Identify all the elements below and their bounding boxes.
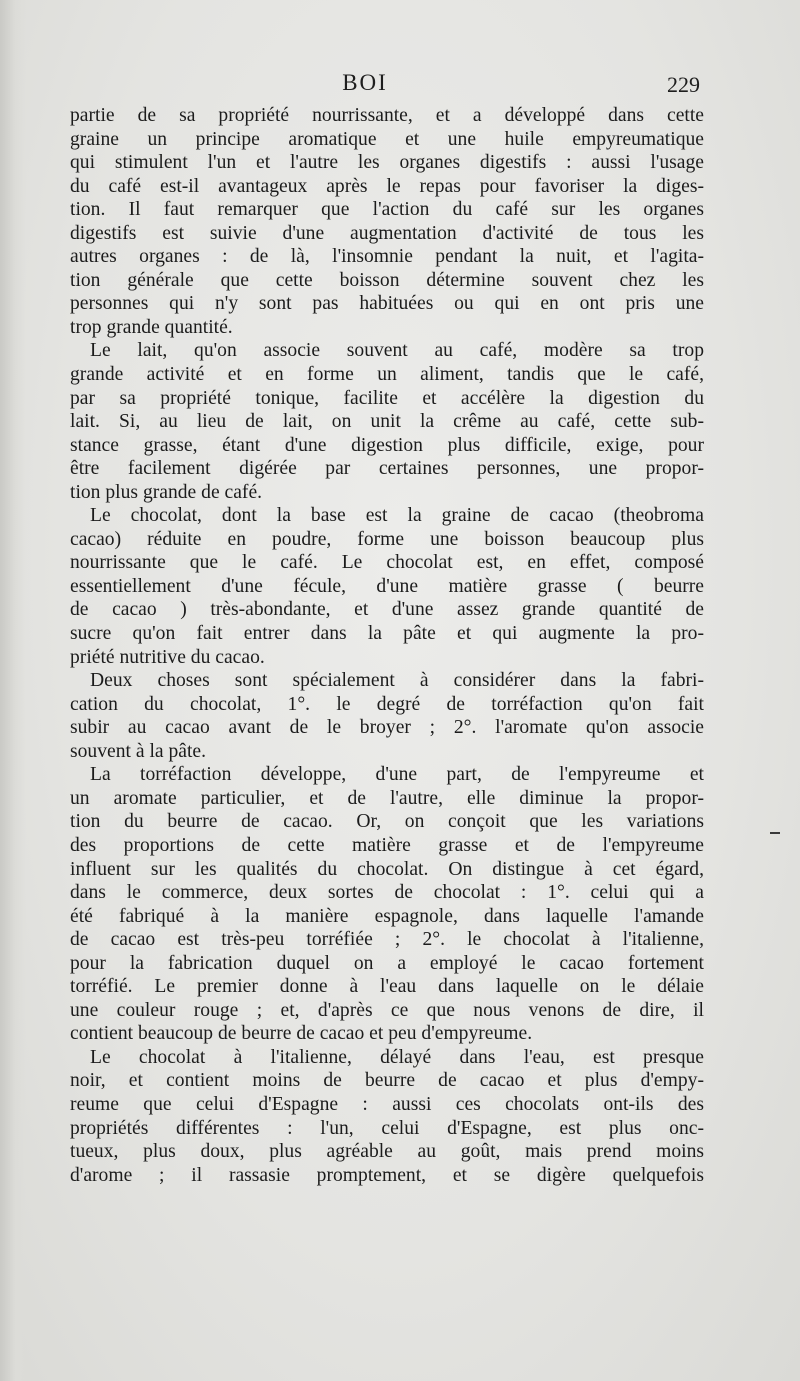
text-line: priété nutritive du cacao. bbox=[70, 646, 265, 668]
text-line: des proportions de cette matière grasse et de l'empyreume bbox=[70, 834, 704, 856]
text-line: nourrissante que le café. Le chocolat est, en effet, composé bbox=[70, 552, 704, 574]
text-line: subir au cacao avant de le broyer ; 2°. l'aromate qu'on associe bbox=[70, 717, 704, 739]
text-line: par sa propriété tonique, facilite et accélère la digestion du bbox=[70, 387, 704, 409]
text-line: été fabriqué à la manière espagnole, dans laquelle l'amande bbox=[70, 905, 704, 927]
text-line: digestifs est suivie d'une augmentation d'activité de tous les bbox=[70, 222, 704, 244]
text-line: tueux, plus doux, plus agréable au goût, mais prend moins bbox=[70, 1141, 704, 1163]
text-line: de cacao est très-peu torréfiée ; 2°. le chocolat à l'italienne, bbox=[70, 929, 704, 951]
text-line: cacao) réduite en poudre, forme une boisson beaucoup plus bbox=[70, 528, 704, 550]
text-line: sucre qu'on fait entrer dans la pâte et qui augmente la pro- bbox=[70, 623, 704, 645]
text-line: contient beaucoup de beurre de cacao et peu d'empyreume. bbox=[70, 1023, 533, 1045]
text-line: grande activité et en forme un aliment, tandis que le café, bbox=[70, 364, 704, 386]
text-line: Deux choses sont spécialement à considérer dans la fabri- bbox=[90, 670, 704, 692]
text-line: tion. Il faut remarquer que l'action du café sur les organes bbox=[70, 199, 704, 221]
text-line: qui stimulent l'un et l'autre les organes digestifs : aussi l'usage bbox=[70, 152, 704, 174]
margin-mark bbox=[770, 832, 780, 834]
text-line: propriétés différentes : l'un, celui d'Espagne, est plus onc- bbox=[70, 1117, 704, 1139]
text-line: d'arome ; il rassasie promptement, et se digère quelquefois bbox=[70, 1164, 704, 1186]
text-line: torréfié. Le premier donne à l'eau dans laquelle on le délaie bbox=[70, 976, 704, 998]
body-text bbox=[70, 104, 704, 1187]
text-line: tion plus grande de café. bbox=[70, 481, 263, 503]
text-line: Le chocolat à l'italienne, délayé dans l'eau, est presque bbox=[90, 1046, 704, 1068]
text-line: cation du chocolat, 1°. le degré de torréfaction qu'on fait bbox=[70, 693, 704, 715]
text-line: Le chocolat, dont la base est la graine de cacao (theobroma bbox=[90, 505, 704, 527]
page-header bbox=[0, 66, 800, 106]
text-line: reume que celui d'Espagne : aussi ces chocolats ont-ils des bbox=[70, 1093, 704, 1115]
text-line: souvent à la pâte. bbox=[70, 740, 207, 762]
text-line: partie de sa propriété nourrissante, et a développé dans cette bbox=[70, 105, 704, 126]
text-line: tion générale que cette boisson détermine souvent chez les bbox=[70, 269, 704, 291]
text-line: une couleur rouge ; et, d'après ce que nous venons de dire, il bbox=[70, 999, 704, 1021]
text-line: stance grasse, étant d'une digestion plus difficile, exige, pour bbox=[70, 434, 704, 456]
text-line: personnes qui n'y sont pas habituées ou qui en ont pris une bbox=[70, 293, 704, 315]
text-line: un aromate particulier, et de l'autre, elle diminue la propor- bbox=[70, 787, 704, 809]
text-line: tion du beurre de cacao. Or, on conçoit que les variations bbox=[70, 811, 704, 833]
text-line: La torréfaction développe, d'une part, de l'empyreume et bbox=[90, 764, 704, 786]
page-gutter bbox=[0, 0, 26, 1381]
text-line: être facilement digérée par certaines personnes, une propor- bbox=[70, 458, 704, 480]
text-line: graine un principe aromatique et une huile empyreumatique bbox=[70, 128, 704, 150]
text-line: dans le commerce, deux sortes de chocolat : 1°. celui qui a bbox=[70, 882, 704, 904]
page-number: 229 bbox=[667, 72, 700, 97]
text-line: noir, et contient moins de beurre de cacao et plus d'empy- bbox=[70, 1070, 704, 1092]
text-line: pour la fabrication duquel on a employé le cacao fortement bbox=[70, 952, 704, 974]
text-line: du café est-il avantageux après le repas pour favoriser la diges- bbox=[70, 175, 704, 197]
text-line: Le lait, qu'on associe souvent au café, modère sa trop bbox=[90, 340, 704, 362]
text-line: de cacao ) très-abondante, et d'une assez grande quantité de bbox=[70, 599, 704, 621]
text-line: essentiellement d'une fécule, d'une matière grasse ( beurre bbox=[70, 575, 704, 597]
running-head: BOI bbox=[342, 70, 388, 95]
text-line: autres organes : de là, l'insomnie pendant la nuit, et l'agita- bbox=[70, 246, 704, 268]
text-line: lait. Si, au lieu de lait, on unit la crême au café, cette sub- bbox=[70, 411, 704, 433]
text-line: trop grande quantité. bbox=[70, 316, 233, 338]
text-line: influent sur les qualités du chocolat. On distingue à cet égard, bbox=[70, 858, 704, 880]
